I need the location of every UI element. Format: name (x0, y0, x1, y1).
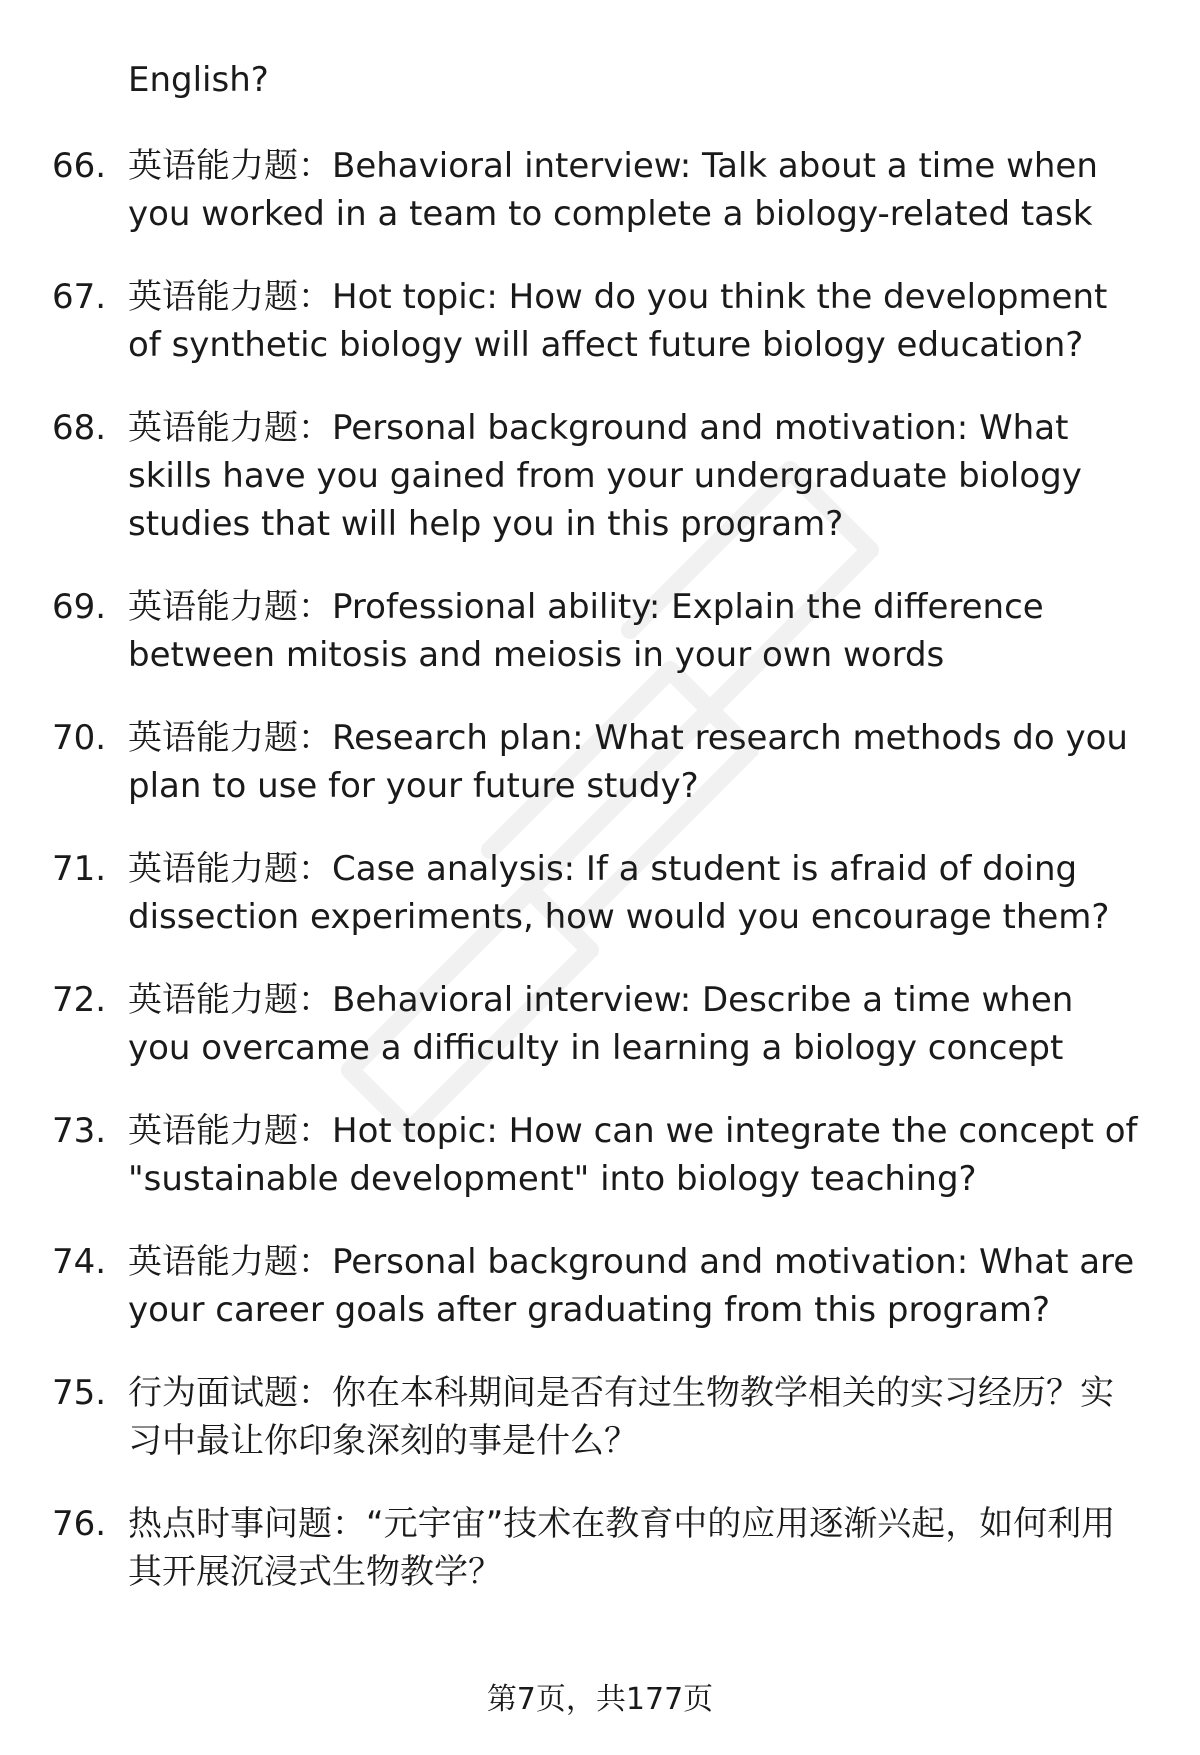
question-text: 行为面试题：你在本科期间是否有过生物教学相关的实习经历？实习中最让你印象深刻的事是什么？ (128, 1373, 1114, 1461)
question-number: 73. (52, 1111, 107, 1151)
question-item (0, 583, 1200, 679)
question-text: 热点时事问题：“元宇宙”技术在教育中的应用逐渐兴起，如何利用其开展沉浸式生物教学？ (128, 1504, 1116, 1592)
question-list (0, 142, 1200, 1631)
question-text: 英语能力题：Professional ability: Explain the difference between mitosis and meiosis in your own words (128, 587, 1044, 675)
question-item (0, 1369, 1200, 1465)
question-text: 英语能力题：Hot topic: How can we integrate the concept of "sustainable development" into biology teaching? (128, 1111, 1138, 1199)
question-item (0, 142, 1200, 238)
question-item (0, 845, 1200, 941)
question-number: 70. (52, 718, 107, 758)
page-number-footer: 第7页，共177页 (486, 1682, 714, 1717)
question-item (0, 976, 1200, 1072)
question-text: 英语能力题：Personal background and motivation: What skills have you gained from your undergraduate biology studies that will help you in this program? (128, 408, 1082, 544)
question-number: 75. (52, 1373, 107, 1413)
question-item (0, 1238, 1200, 1334)
question-text: 英语能力题：Personal background and motivation: What are your career goals after graduating from this program? (128, 1242, 1135, 1330)
continuation-text: English? (128, 60, 269, 100)
question-item (0, 714, 1200, 810)
question-item (0, 273, 1200, 369)
question-number: 76. (52, 1504, 107, 1544)
question-number: 72. (52, 980, 107, 1020)
question-item (0, 1107, 1200, 1203)
question-text: 英语能力题：Behavioral interview: Talk about a time when you worked in a team to complete a biology-related task (128, 146, 1098, 234)
question-number: 66. (52, 146, 107, 186)
question-text: 英语能力题：Behavioral interview: Describe a time when you overcame a difficulty in learning a biology concept (128, 980, 1074, 1068)
question-text: 英语能力题：Case analysis: If a student is afraid of doing dissection experiments, how would you encourage them? (128, 849, 1110, 937)
question-number: 74. (52, 1242, 107, 1282)
question-number: 67. (52, 277, 107, 317)
question-number: 68. (52, 408, 107, 448)
question-item (0, 1500, 1200, 1596)
question-number: 71. (52, 849, 107, 889)
question-text: 英语能力题：Research plan: What research methods do you plan to use for your future study? (128, 718, 1128, 806)
question-number: 69. (52, 587, 107, 627)
question-item (0, 404, 1200, 548)
question-text: 英语能力题：Hot topic: How do you think the development of synthetic biology will affect future biology education? (128, 277, 1108, 365)
